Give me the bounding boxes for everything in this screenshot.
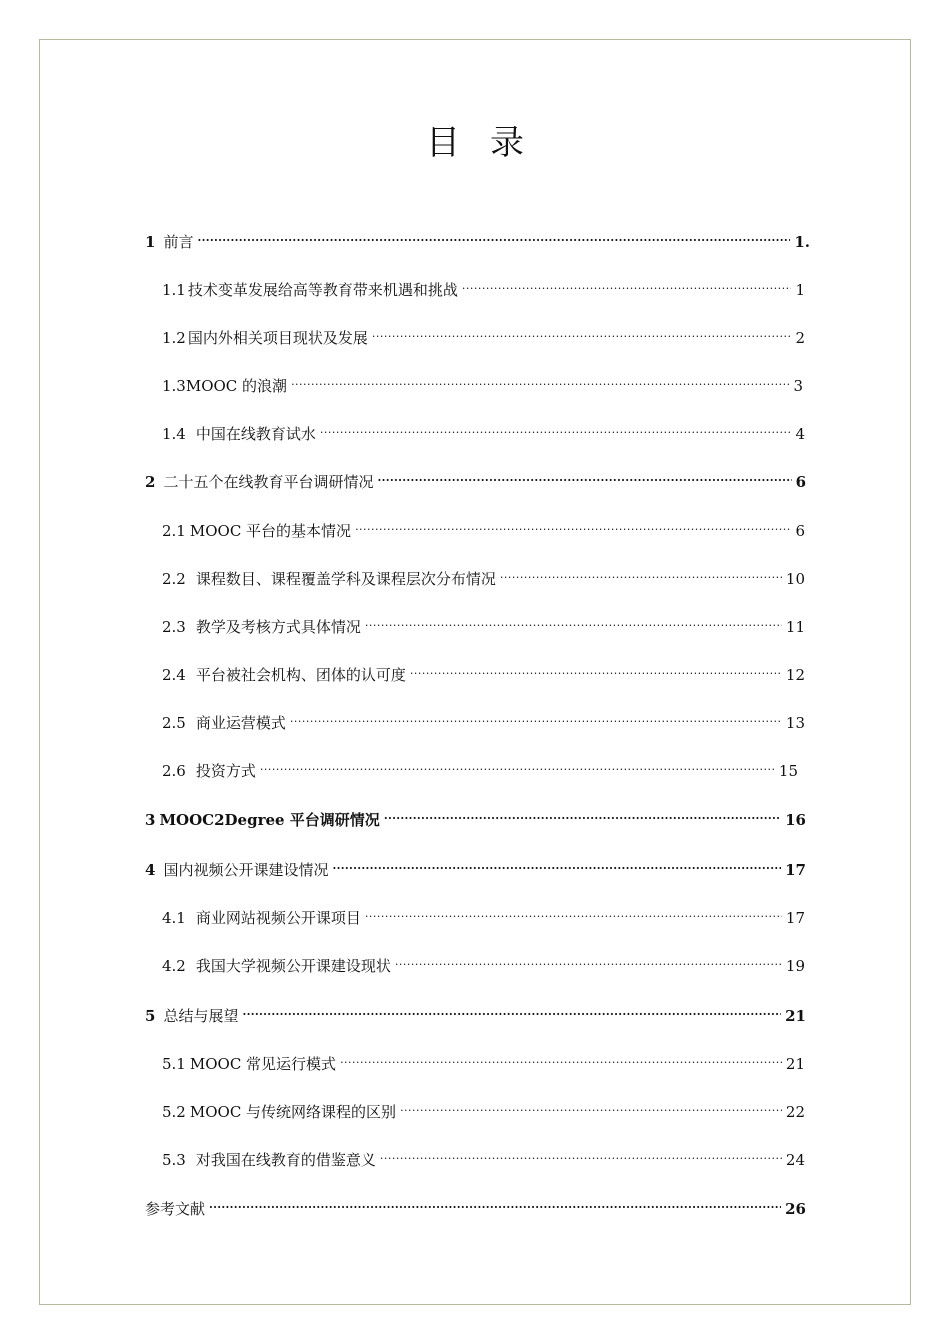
toc-entry-number: 2.6: [162, 762, 186, 780]
toc-entry[interactable]: [162, 419, 805, 444]
toc-entry-page: 1: [795, 281, 805, 299]
toc-leader: [372, 323, 792, 343]
toc-entry-page: 21: [785, 1055, 805, 1073]
toc-entry-label: 国内外相关项目现状及发展: [187, 329, 368, 347]
toc-entry-page: 21: [785, 1007, 806, 1025]
toc-entry[interactable]: [162, 708, 805, 733]
toc-leader: [365, 612, 782, 632]
toc-entry-number: 5.1: [162, 1055, 186, 1073]
toc-leader: [462, 275, 792, 295]
toc-entry-number: 2.2: [162, 570, 186, 588]
toc-entry[interactable]: [145, 805, 806, 830]
toc-entry-label: 国内视频公开课建设情况: [163, 861, 329, 879]
toc-entry-page: 3: [793, 377, 803, 395]
toc-entry-page: 1.: [794, 233, 810, 251]
toc-entry-page: 19: [785, 957, 805, 975]
toc-entry-number: 4: [145, 861, 156, 879]
toc-leader: [197, 227, 790, 247]
toc-entry[interactable]: [162, 371, 803, 396]
toc-leader: [332, 855, 781, 875]
title-char-1: 目: [426, 123, 460, 163]
toc-leader: [290, 708, 782, 728]
toc-entry-number: 1.4: [162, 425, 186, 443]
toc-leader: [395, 951, 782, 971]
toc-entry[interactable]: [162, 516, 805, 541]
toc-entry[interactable]: [162, 1097, 805, 1122]
toc-leader: [260, 756, 775, 776]
toc-leader: [384, 805, 781, 825]
toc-entry-number: 1: [145, 233, 156, 251]
toc-entry-label: 投资方式: [195, 762, 256, 780]
toc-entry-number: 3: [145, 811, 156, 829]
toc-entry-page: 17: [785, 909, 805, 927]
toc-leader: [320, 419, 792, 439]
toc-leader: [242, 1001, 781, 1021]
toc-entry-label: 平台被社会机构、团体的认可度: [195, 666, 406, 684]
toc-entry[interactable]: [162, 660, 805, 685]
toc-entry[interactable]: [162, 323, 805, 348]
toc-leader: [291, 371, 789, 391]
toc-entry-label: 1.3MOOC 的浪潮: [162, 377, 288, 395]
toc-entry-label: 前言: [163, 233, 194, 251]
toc-entry-label: 商业运营模式: [195, 714, 286, 732]
toc-entry-label: 课程数目、课程覆盖学科及课程层次分布情况: [195, 570, 496, 588]
toc-entry[interactable]: [162, 951, 805, 976]
toc-entry-page: 15: [778, 762, 798, 780]
toc-leader: [340, 1049, 782, 1069]
toc-entry-label: 二十五个在线教育平台调研情况: [163, 473, 374, 491]
toc-entry-label: MOOC 常见运行模式: [189, 1055, 337, 1073]
toc-entry-number: 2.1: [162, 522, 186, 540]
toc-entry-number: 4.2: [162, 957, 186, 975]
toc-entry-label: 教学及考核方式具体情况: [195, 618, 361, 636]
toc-entry-label: MOOC2Degree 平台调研情况: [159, 811, 380, 829]
toc-leader: [365, 903, 782, 923]
toc-entry[interactable]: [162, 903, 805, 928]
toc-entry-number: 4.1: [162, 909, 186, 927]
toc-entry[interactable]: [145, 467, 806, 492]
toc-leader: [355, 516, 791, 536]
toc-entry-number: 5: [145, 1007, 156, 1025]
toc-entry-label: 中国在线教育试水: [195, 425, 316, 443]
toc-entry-number: 2: [145, 473, 156, 491]
toc-entry-page: 22: [785, 1103, 805, 1121]
toc-entry-number: 1.2: [162, 329, 186, 347]
toc-entry[interactable]: [145, 1194, 806, 1219]
toc-entry-page: 2: [795, 329, 805, 347]
toc-entry-page: 11: [785, 618, 805, 636]
toc-entry-number: 2.3: [162, 618, 186, 636]
toc-leader: [500, 564, 782, 584]
toc-entry-page: 6: [795, 522, 805, 540]
toc-entry-label: 参考文献: [145, 1200, 206, 1218]
toc-leader: [410, 660, 782, 680]
toc-entry[interactable]: [145, 1001, 806, 1026]
toc-entry[interactable]: [162, 1145, 805, 1170]
toc-entry[interactable]: [162, 275, 805, 300]
toc-entry-label: 商业网站视频公开课项目: [195, 909, 361, 927]
toc-entry-label: 技术变革发展给高等教育带来机遇和挑战: [187, 281, 458, 299]
toc-entry-label: MOOC 平台的基本情况: [189, 522, 352, 540]
toc-entry-page: 16: [785, 811, 806, 829]
toc-entry-label: 对我国在线教育的借鉴意义: [195, 1151, 376, 1169]
toc-entry-page: 24: [785, 1151, 805, 1169]
toc-entry-label: 总结与展望: [163, 1007, 239, 1025]
toc-entry-page: 13: [785, 714, 805, 732]
toc-entry-label: MOOC 与传统网络课程的区别: [189, 1103, 397, 1121]
toc-leader: [400, 1097, 782, 1117]
toc-entry[interactable]: [162, 756, 798, 781]
toc-entry[interactable]: [162, 612, 805, 637]
toc-entry[interactable]: [162, 564, 805, 589]
toc-entry[interactable]: [145, 855, 806, 880]
toc-entry-page: 12: [785, 666, 805, 684]
toc-entry-number: 2.4: [162, 666, 186, 684]
toc-entry-number: 5.2: [162, 1103, 186, 1121]
toc-entry-page: 26: [785, 1200, 806, 1218]
toc-entry-page: 4: [795, 425, 805, 443]
toc-entry[interactable]: [162, 1049, 805, 1074]
toc-leader: [209, 1194, 781, 1214]
toc-entry-label: 我国大学视频公开课建设现状: [195, 957, 391, 975]
toc-entry-page: 10: [785, 570, 805, 588]
toc-entry-number: 5.3: [162, 1151, 186, 1169]
toc-entry[interactable]: [145, 227, 810, 252]
title-char-2: 录: [490, 123, 524, 163]
toc-leader: [377, 467, 791, 487]
toc-entry-number: 1.1: [162, 281, 186, 299]
toc-leader: [380, 1145, 782, 1165]
toc-entry-page: 6: [795, 473, 806, 491]
toc-entry-number: 2.5: [162, 714, 186, 732]
toc-entry-page: 17: [785, 861, 806, 879]
